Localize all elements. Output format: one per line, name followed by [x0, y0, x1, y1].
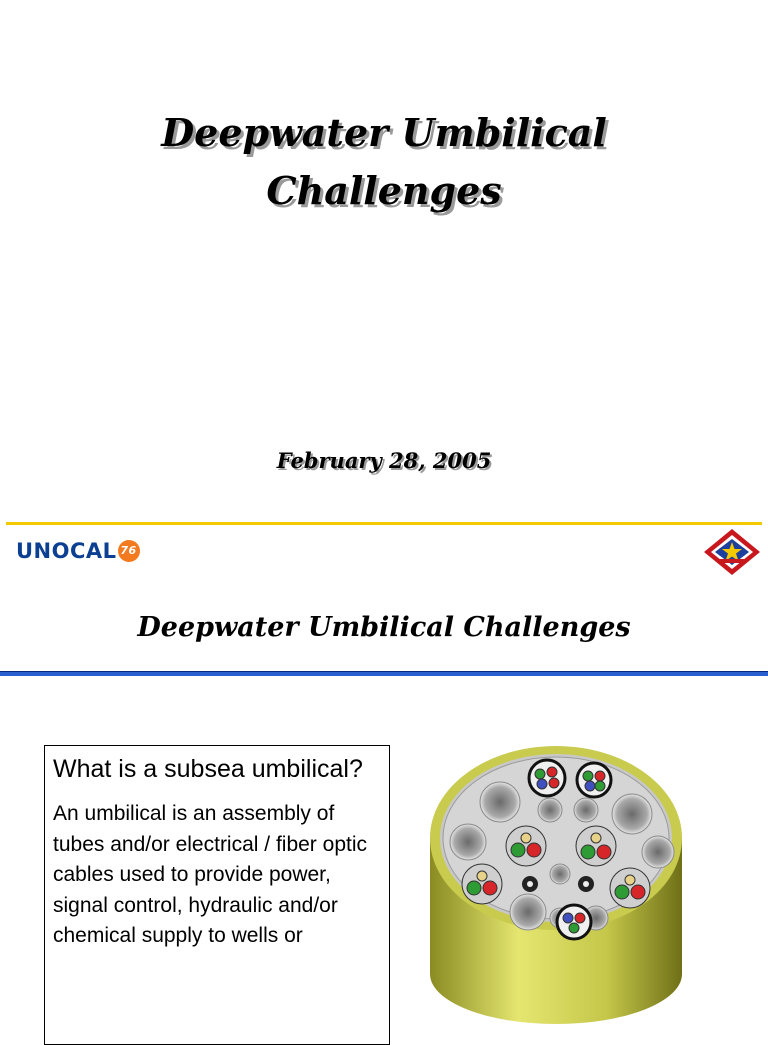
unocal-logo: [16, 537, 140, 565]
petrobras-logo-icon: [703, 528, 761, 576]
slide-title-line-1: Deepwater Umbilical: [161, 110, 607, 155]
title-slide: [0, 0, 768, 520]
definition-heading: What is a subsea umbilical?: [53, 755, 363, 783]
umbilical-cross-section-image: [420, 742, 692, 1024]
definition-box: [44, 745, 390, 1045]
slide-title: [0, 104, 768, 220]
slide-title-line-2: Challenges: [266, 168, 502, 213]
unocal-logo-text: UNOCAL: [16, 539, 117, 563]
unocal-76-icon: 76: [118, 540, 140, 562]
section-title: Deepwater Umbilical Challenges: [137, 612, 631, 643]
slide-date: February 28, 2005: [276, 448, 492, 473]
gold-divider: [6, 522, 762, 525]
blue-divider: [0, 671, 768, 676]
definition-body: An umbilical is an assembly of tubes and/or electrical / fiber optic cables used to provide power, signal control, hydraulic and/or chemical supply to wells or: [53, 802, 367, 947]
